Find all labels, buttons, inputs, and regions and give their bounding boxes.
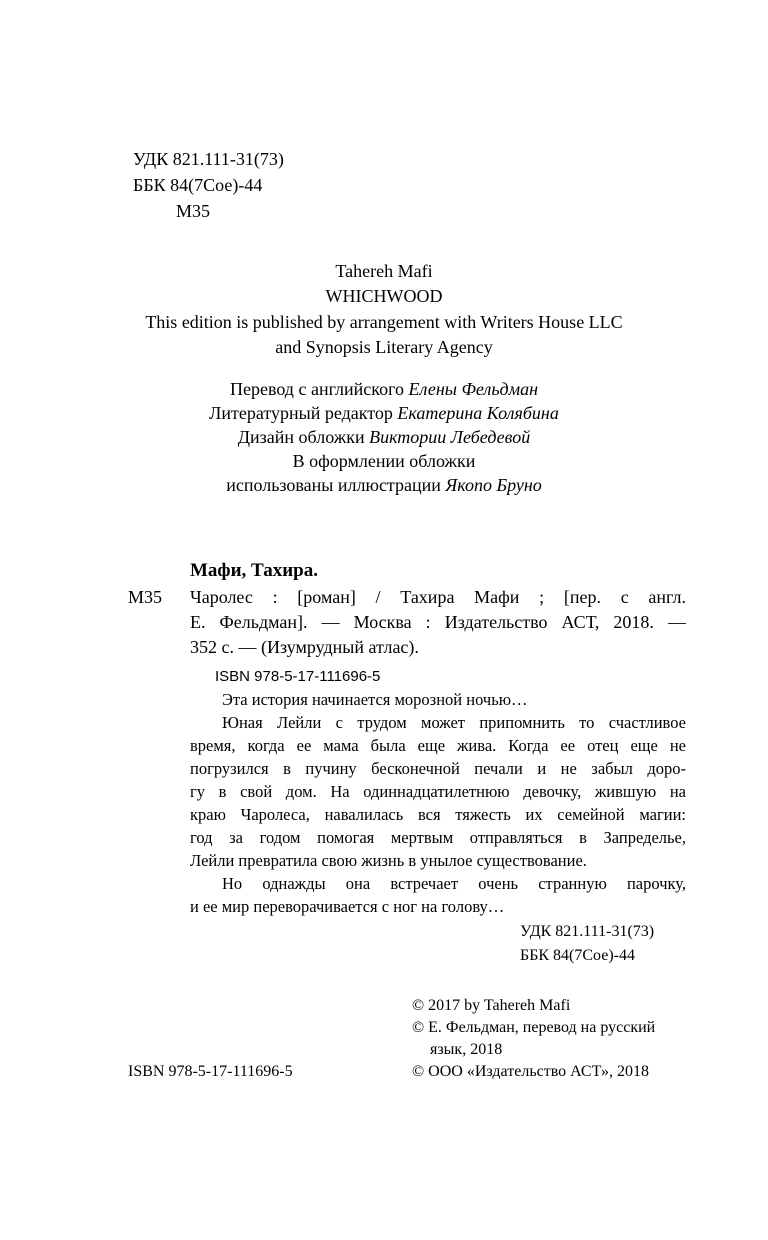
annotation-line: год за годом помогая мертвым отправляться в Запределье, xyxy=(190,828,686,847)
copyright-publisher: © ООО «Издательство АСТ», 2018 xyxy=(412,1063,649,1080)
bottom-isbn: ISBN 978-5-17-111696-5 xyxy=(128,1063,293,1080)
annotation-line: погрузился в пучину бесконечной печали и не забыл доро- xyxy=(190,759,686,778)
catalog-description-line-1: Чаролес : [роман] / Тахира Мафи ; [пер. с англ. xyxy=(190,587,686,607)
credit-name: Елены Фельдман xyxy=(408,379,539,399)
bbk-code: ББК 84(7Сое)-44 xyxy=(133,175,263,195)
copyright-translation-year: язык, 2018 xyxy=(430,1041,503,1058)
footer-bbk-code: ББК 84(7Сое)-44 xyxy=(520,947,635,964)
annotation-line: Лейли превратила свою жизнь в унылое существование. xyxy=(190,851,587,870)
credit-name: Якопо Бруно xyxy=(445,475,542,495)
credit-role: Перевод с английского xyxy=(229,379,409,399)
footer-udk-code: УДК 821.111-31(73) xyxy=(520,923,655,940)
annotation-line: гу в свой дом. На одиннадцатилетнюю девочку, жившую на xyxy=(190,782,686,801)
copyright-translation: © Е. Фельдман, перевод на русский xyxy=(412,1019,656,1036)
credit-editor xyxy=(0,400,768,426)
annotation-line: время, когда ее мама была еще жива. Когда ее отец еще не xyxy=(190,736,686,755)
catalog-mark: М35 xyxy=(128,587,163,607)
credit-name: Виктории Лебедевой xyxy=(369,427,531,447)
edition-notice-line-2: and Synopsis Literary Agency xyxy=(275,337,493,357)
credit-role: Дизайн обложки xyxy=(237,427,370,447)
original-author: Tahereh Mafi xyxy=(335,261,433,281)
annotation-line: Эта история начинается морозной ночью… xyxy=(222,690,528,709)
original-title: WHICHWOOD xyxy=(325,286,443,306)
edition-notice-line-1: This edition is published by arrangement with Writers House LLC xyxy=(145,312,623,332)
author-mark: М35 xyxy=(176,201,211,221)
credit-name: Екатерина Колябина xyxy=(397,403,559,423)
catalog-description-line-2: Е. Фельдман]. — Москва : Издательство АСТ, 2018. — xyxy=(190,612,686,632)
copyright-author: © 2017 by Tahereh Mafi xyxy=(412,997,571,1014)
catalog-heading: Мафи, Тахира. xyxy=(190,560,318,581)
catalog-isbn: ISBN 978-5-17-111696-5 xyxy=(215,668,381,685)
credit-cover-note xyxy=(0,448,768,474)
credit-translator xyxy=(0,376,768,402)
annotation-line: Но однажды она встречает очень странную парочку, xyxy=(222,874,686,893)
catalog-description-line-3: 352 с. — (Изумрудный атлас). xyxy=(190,637,419,657)
annotation-line: Юная Лейли с трудом может припомнить то счастливое xyxy=(222,713,686,732)
credit-role: В оформлении обложки xyxy=(292,451,476,471)
annotation-line: краю Чаролеса, навалилась вся тяжесть их семейной магии: xyxy=(190,805,686,824)
credit-role: Литературный редактор xyxy=(209,403,398,423)
credit-cover-design xyxy=(0,424,768,450)
annotation-line: и ее мир переворачивается с ног на голову… xyxy=(190,897,505,916)
credit-illustrations xyxy=(0,472,768,498)
credit-role: использованы иллюстрации xyxy=(226,475,446,495)
udk-code: УДК 821.111-31(73) xyxy=(133,149,284,169)
